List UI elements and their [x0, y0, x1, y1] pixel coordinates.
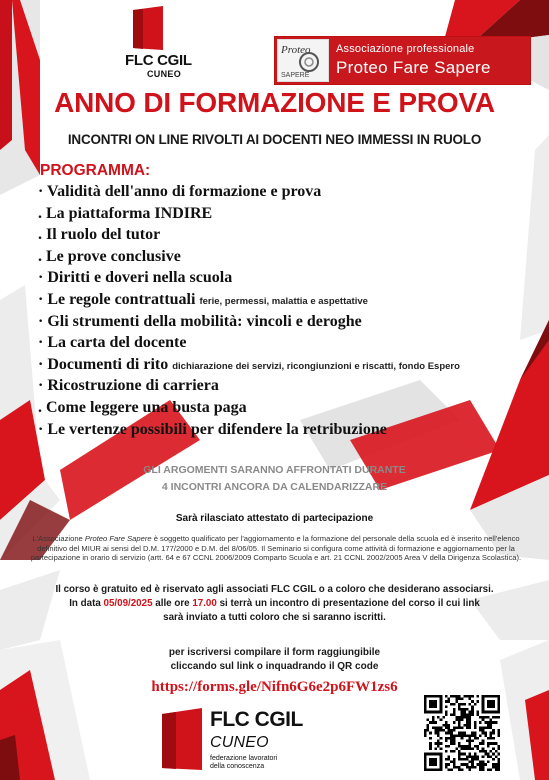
proteo-logo-icon — [278, 40, 328, 81]
programma-item: . La piattaforma INDIRE — [38, 204, 213, 222]
programma-item: . Le prove conclusive — [38, 247, 181, 265]
programma-item: · Documenti di rito dichiarazione dei servizi, ricongiunzioni e riscatti, fondo Espero — [38, 355, 460, 373]
flc-city-text: CUNEO — [210, 734, 269, 751]
signup-line1: per iscriversi compilare il form raggiungibile — [168, 647, 381, 658]
flc-brand-text: FLC CGIL — [210, 708, 303, 731]
qr-code[interactable] — [424, 695, 500, 771]
page-subtitle: INCONTRI ON LINE RIVOLTI AI DOCENTI NEO IMMESSI IN RUOLO — [67, 132, 482, 147]
programma-list — [38, 181, 460, 440]
attestato-text: Sarà rilasciato attestato di partecipazione — [175, 513, 374, 524]
argomenti-line2: 4 INCONTRI ANCORA DA CALENDARIZZARE — [161, 481, 388, 493]
programma-item-note: ferie, permessi, malattia e aspettative — [199, 295, 368, 307]
course-line3: sarà inviato a tutti coloro che si saranno iscritti. — [163, 612, 386, 623]
course-line2: In data 05/09/2025 alle ore 17.00 si terrà un incontro di presentazione del corso il cui link — [69, 598, 480, 609]
course-time: 17.00 — [192, 598, 217, 609]
page-title: ANNO DI FORMAZIONE E PROVA — [54, 87, 495, 118]
flc-flag-icon — [131, 6, 165, 50]
proteo-line1: Associazione professionale — [336, 43, 475, 55]
flc-city-text: CUNEO — [147, 69, 182, 79]
programma-item: · La carta del docente — [38, 334, 187, 352]
proteo-fare-sapere-banner — [274, 36, 531, 85]
argomenti-note — [0, 462, 549, 496]
associazione-paragraph: L'Associazione Proteo Fare Sapere è soggetto qualificato per l'aggiornamento e la formazione del personale della scuola ed è inserito nell'elenco definitivo del MIUR ai sensi del D.M. 177/2000 e D.M. del 8/06/05. Il Seminario si configura come attività di formazione e aggiornamento per la partecipazione in orario di servizio (artt. 64 e 67 CCNL 2006/2009 Comparto Scuola e art. 21 CCNL 2002/2005 Area V della Dirigenza Scolastica). — [30, 534, 522, 563]
flc-federation-text: federazione lavoratori della conoscenza — [210, 755, 278, 770]
proteo-logo — [277, 39, 329, 82]
associazione-name: Proteo Fare Sapere — [84, 534, 152, 543]
programma-item: · Ricostruzione di carriera — [38, 377, 219, 395]
flc-cgil-logo-top — [125, 6, 215, 82]
signup-instructions — [0, 646, 549, 674]
flc-brand-text: FLC CGIL — [125, 52, 192, 69]
programma-item: . Il ruolo del tutor — [38, 226, 161, 244]
argomenti-line1: GLI ARGOMENTI SARANNO AFFRONTATI DURANTE — [143, 464, 406, 476]
flc-flag-icon — [160, 708, 204, 770]
signup-line2: cliccando sul link o inquadrando il QR code — [170, 661, 379, 672]
course-info — [8, 583, 541, 625]
proteo-logo-word-2: SAPERE — [281, 72, 310, 79]
programma-item: · Diritti e doveri nella scuola — [38, 269, 233, 287]
programma-item: · Gli strumenti della mobilità: vincoli e deroghe — [38, 312, 362, 330]
programma-item: · Le vertenze possibili per difendere la retribuzione — [38, 420, 387, 438]
course-date: 05/09/2025 — [103, 598, 153, 609]
course-line1: Il corso è gratuito ed è riservato agli associati FLC CGIL o a coloro che desiderano associarsi. — [55, 584, 494, 595]
programma-item: . Come leggere una busta paga — [38, 398, 247, 416]
programma-heading: PROGRAMMA: — [40, 162, 151, 179]
qr-code-icon — [424, 695, 500, 771]
programma-item-note: dichiarazione dei servizi, ricongiunzioni e riscatti, fondo Espero — [172, 360, 460, 372]
proteo-line2: Proteo Fare Sapere — [336, 58, 491, 77]
flc-cgil-logo-bottom — [160, 702, 310, 778]
programma-item: · Le regole contrattuali ferie, permessi, malattia e aspettative — [38, 290, 368, 308]
proteo-logo-word-1: Proteo — [281, 44, 311, 56]
signup-form-link[interactable]: https://forms.gle/Nifn6G6e2p6FW1zs6 — [151, 679, 398, 695]
programma-item: · Validità dell'anno di formazione e prova — [38, 183, 322, 200]
